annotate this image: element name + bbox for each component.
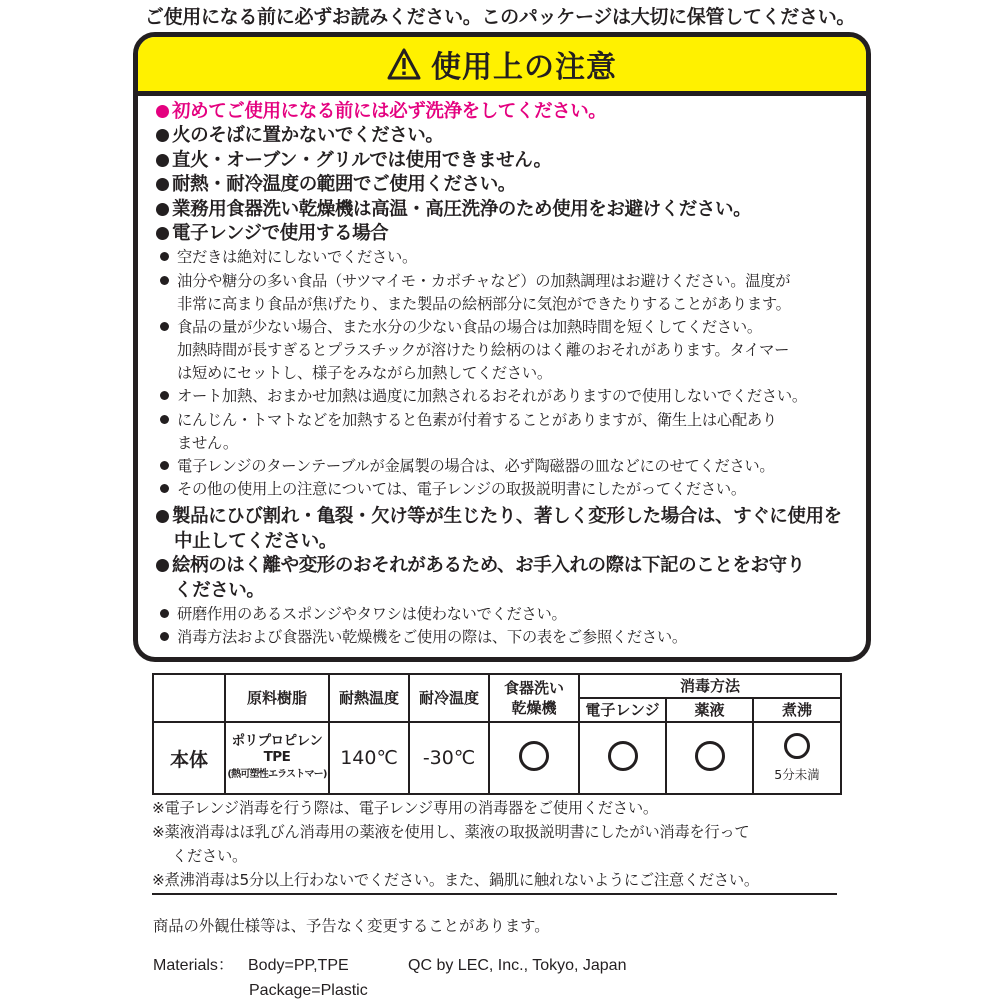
bullet-icon	[156, 105, 169, 118]
ok-circle-icon	[695, 741, 725, 771]
caution-subitem: オート加熱、おまかせ加熱は過度に加熱されるおそれがありますので使用しないでください。	[156, 385, 852, 408]
header-boiling: 煮沸	[753, 698, 841, 722]
caution-title: 使用上の注意	[431, 50, 617, 85]
header-heat-temp: 耐熱温度	[329, 674, 409, 722]
caution-subitem: 電子レンジのターンテーブルが金属製の場合は、必ず陶磁器の皿などにのせてください。	[156, 455, 852, 478]
caution-item: 業務用食器洗い乾燥機は高温・高圧洗浄のため使用をお避けください。	[156, 198, 852, 222]
bullet-icon	[160, 632, 169, 641]
spec-table	[152, 673, 842, 795]
caution-item-continued: 中止してください。	[174, 530, 337, 552]
header-resin: 原料樹脂	[225, 674, 329, 722]
bullet-icon	[160, 415, 169, 424]
caution-item: 直火・オーブン・グリルでは使用できません。	[156, 149, 852, 173]
cell-chemical	[666, 722, 753, 794]
read-before-use-note: ご使用になる前に必ずお読みください。このパッケージは大切に保管してください。	[144, 6, 856, 28]
footnote-continued: ください。	[172, 847, 247, 865]
caution-list	[138, 96, 866, 649]
bullet-icon	[156, 178, 169, 191]
footnotes	[152, 796, 852, 895]
bullet-icon	[160, 461, 169, 470]
ok-circle-icon	[784, 733, 810, 759]
bullet-icon	[156, 154, 169, 167]
cell-boiling	[753, 722, 841, 794]
disclaimer: 商品の外観仕様等は、予告なく変更することがあります。	[153, 917, 550, 935]
bullet-icon	[160, 391, 169, 400]
materials-body: Body=PP,TPE	[248, 957, 349, 974]
materials-label: Materials：	[153, 957, 234, 974]
caution-item: 絵柄のはく離や変形のおそれがあるため、お手入れの際は下記のことをお守り	[156, 554, 852, 578]
bullet-icon	[156, 203, 169, 216]
caution-item-microwave-heading: 電子レンジで使用する場合	[156, 222, 852, 246]
footnote: ※電子レンジ消毒を行う際は、電子レンジ専用の消毒器をご使用ください。	[152, 799, 658, 817]
bullet-icon	[156, 129, 169, 142]
header-cold-temp: 耐冷温度	[409, 674, 489, 722]
caution-subitem: 研磨作用のあるスポンジやタワシは使わないでください。	[156, 603, 852, 626]
caution-item: 火のそばに置かないでください。	[156, 124, 852, 148]
cell-resin: ポリプロピレン TPE (熱可塑性エラストマー)	[225, 722, 329, 794]
table-row	[153, 722, 841, 794]
header-disinfection: 消毒方法	[579, 674, 841, 698]
header-dishwasher: 食器洗い 乾燥機	[489, 674, 579, 722]
ok-circle-icon	[519, 741, 549, 771]
caution-header	[138, 37, 866, 96]
materials-info	[153, 953, 626, 1003]
bullet-icon	[160, 322, 169, 331]
caution-subitem: 食品の量が少ない場合、また水分の少ない食品の場合は加熱時間を短くしてください。	[156, 316, 852, 339]
bullet-icon	[156, 227, 169, 240]
footnote: ※煮沸消毒は5分以上行わないでください。また、鍋肌に触れないようにご注意ください。	[152, 868, 837, 895]
caution-item: 製品にひび割れ・亀裂・欠け等が生じたり、著しく変形した場合は、すぐに使用を	[156, 505, 852, 529]
footnote: ※薬液消毒はほ乳びん消毒用の薬液を使用し、薬液の取扱説明書にしたがい消毒を行って	[152, 823, 750, 841]
row-label: 本体	[153, 722, 225, 794]
caution-item: 初めてご使用になる前には必ず洗浄をしてください。	[156, 100, 852, 124]
caution-item: 耐熱・耐冷温度の範囲でご使用ください。	[156, 173, 852, 197]
cell-dishwasher	[489, 722, 579, 794]
caution-subitem: その他の使用上の注意については、電子レンジの取扱説明書にしたがってください。	[156, 478, 852, 501]
caution-subitem-continued: 加熱時間が長すぎるとプラスチックが溶けたり絵柄のはく離のおそれがあります。タイマー	[177, 341, 790, 360]
cell-heat-temp: 140℃	[329, 722, 409, 794]
boiling-limit: 5分未満	[774, 767, 820, 782]
caution-subitem: にんじん・トマトなどを加熱すると色素が付着することがありますが、衛生上は心配あり	[156, 409, 852, 432]
caution-subitem: 消毒方法および食器洗い乾燥機をご使用の際は、下の表をご参照ください。	[156, 626, 852, 649]
bullet-icon	[156, 510, 169, 523]
header-microwave: 電子レンジ	[579, 698, 666, 722]
caution-subitem-continued: 非常に高まり食品が焦げたり、また製品の絵柄部分に気泡ができたりすることがあります。	[177, 294, 791, 313]
warning-triangle-icon	[387, 48, 421, 80]
caution-panel	[133, 32, 871, 662]
bullet-icon	[160, 276, 169, 285]
caution-subitem-continued: ません。	[177, 433, 238, 452]
bullet-icon	[160, 609, 169, 618]
bullet-icon	[160, 252, 169, 261]
bullet-icon	[160, 484, 169, 493]
cell-microwave	[579, 722, 666, 794]
ok-circle-icon	[608, 741, 638, 771]
caution-subitem: 油分や糖分の多い食品（サツマイモ・カボチャなど）の加熱調理はお避けください。温度が	[156, 270, 852, 293]
table-corner	[153, 674, 225, 722]
caution-subitem: 空だきは絶対にしないでください。	[156, 246, 852, 269]
header-chemical: 薬液	[666, 698, 753, 722]
caution-subitem-continued: は短めにセットし、様子をみながら加熱してください。	[177, 364, 552, 383]
caution-item-continued: ください。	[174, 579, 265, 601]
bullet-icon	[156, 559, 169, 572]
manufacturer: QC by LEC, Inc., Tokyo, Japan	[408, 957, 627, 974]
materials-package: Package=Plastic	[249, 982, 368, 999]
cell-cold-temp: -30℃	[409, 722, 489, 794]
